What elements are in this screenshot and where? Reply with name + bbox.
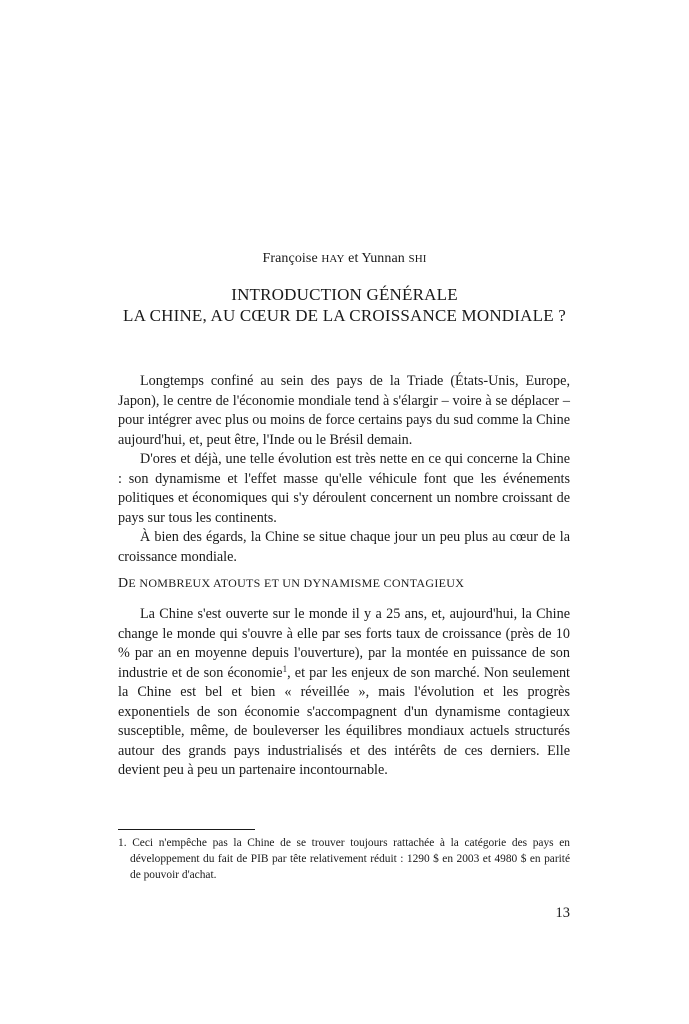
section-paragraph-part2: , et par les enjeux de son marché. Non seulement la Chine est bel et bien « réveillée », mais l'évolution et les progrès exponentiels de son économie s'accompagnent d'un dynamisme contagieux susceptible, même, de bouleverser les équilibres mondiaux actuels structurés autour des grands pays industrialisés et des intérêts de ces derniers. Elle devient peu à peu un partenaire incontournable.	[118, 664, 570, 778]
author2-first-name: Yunnan	[361, 251, 405, 266]
footnote-divider	[118, 829, 255, 830]
section-heading-rest: E NOMBREUX ATOUTS ET UN DYNAMISME CONTAGIEUX	[128, 576, 465, 590]
intro-text	[118, 372, 570, 567]
intro-paragraph: À bien des égards, la Chine se situe chaque jour un peu plus au cœur de la croissance mondiale.	[118, 529, 570, 565]
chapter-title-line2: LA CHINE, AU CŒUR DE LA CROISSANCE MONDIALE ?	[123, 306, 566, 325]
intro-paragraph: D'ores et déjà, une telle évolution est très nette en ce qui concerne la Chine : son dynamisme et l'effet masse qu'elle véhicule font que les événements politiques et économiques qui s'y déroulent concernent un nombre croissant de pays sur tous les continents.	[118, 451, 570, 526]
author1-last-name: HAY	[321, 253, 345, 265]
intro-paragraph: Longtemps confiné au sein des pays de la Triade (États-Unis, Europe, Japon), le centre de l'économie mondiale tend à s'élargir – voire à se déplacer – pour intégrer avec plus ou moins de force certains pays du sud comme la Chine aujourd'hui, et, peut être, l'Inde ou le Brésil demain.	[118, 373, 570, 448]
section-paragraph	[118, 605, 570, 781]
footnote: 1. Ceci n'empêche pas la Chine de se trouver toujours rattachée à la catégorie des pays en développement du fait de PIB par tête relativement réduit : 1290 $ en 2003 et 4980 $ en parité de pouvoir d'achat.	[118, 837, 570, 881]
author-conjunction: et	[348, 251, 359, 266]
chapter-title	[0, 284, 689, 326]
section-heading	[118, 576, 464, 592]
author2-last-name: SHI	[408, 253, 427, 265]
section-text	[118, 605, 570, 781]
section-paragraph-part1: La Chine s'est ouverte sur le monde il y a 25 ans, et, aujourd'hui, la Chine change le monde qui s'ouvre à elle par ses forts taux de croissance (près de 10 % par an en moyenne depuis l'ouverture), par la montée en puissance de son industrie et de son économie	[118, 606, 570, 681]
section-heading-initial: D	[118, 576, 129, 591]
page-number: 13	[555, 905, 570, 921]
chapter-title-line1: INTRODUCTION GÉNÉRALE	[231, 285, 458, 304]
author1-first-name: Françoise	[262, 251, 318, 266]
footnote-reference[interactable]: 1	[282, 663, 288, 674]
author-line	[0, 251, 689, 267]
